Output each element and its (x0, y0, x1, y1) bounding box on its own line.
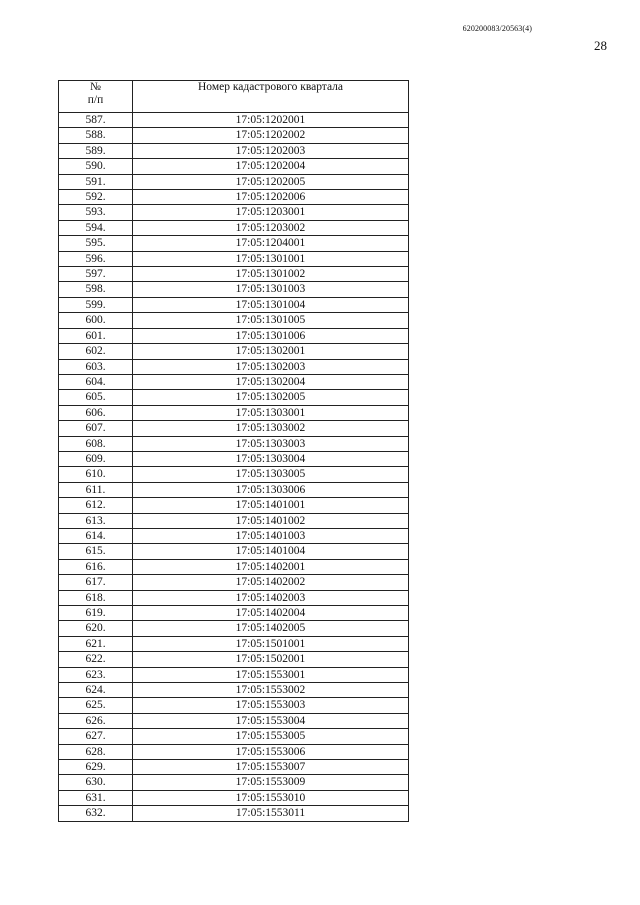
cadastral-code-cell: 17:05:1402002 (133, 575, 409, 590)
table-row (59, 790, 409, 805)
table-row (59, 328, 409, 343)
cadastral-code-cell: 17:05:1402004 (133, 606, 409, 621)
row-number-cell: 606. (59, 405, 133, 420)
table-row (59, 267, 409, 282)
cadastral-code-cell: 17:05:1553003 (133, 698, 409, 713)
row-number-cell: 627. (59, 729, 133, 744)
column-header-cadastral-code: Номер кадастрового квартала (133, 81, 409, 113)
row-number-cell: 611. (59, 482, 133, 497)
cadastral-code-cell: 17:05:1302005 (133, 390, 409, 405)
table-row (59, 282, 409, 297)
table-row (59, 421, 409, 436)
table-row (59, 128, 409, 143)
cadastral-code-cell: 17:05:1202004 (133, 159, 409, 174)
cadastral-code-cell: 17:05:1553001 (133, 667, 409, 682)
table-row (59, 621, 409, 636)
cadastral-code-cell: 17:05:1301001 (133, 251, 409, 266)
page-number: 28 (594, 38, 607, 53)
cadastral-code-cell: 17:05:1401002 (133, 513, 409, 528)
row-number-cell: 621. (59, 636, 133, 651)
cadastral-code-cell: 17:05:1301002 (133, 267, 409, 282)
table-row (59, 451, 409, 466)
row-number-cell: 605. (59, 390, 133, 405)
row-number-cell: 617. (59, 575, 133, 590)
cadastral-code-cell: 17:05:1553006 (133, 744, 409, 759)
table-row (59, 297, 409, 312)
row-number-cell: 600. (59, 313, 133, 328)
table-row (59, 636, 409, 651)
table-row (59, 528, 409, 543)
cadastral-code-cell: 17:05:1553011 (133, 806, 409, 821)
row-number-cell: 597. (59, 267, 133, 282)
cadastral-code-cell: 17:05:1303001 (133, 405, 409, 420)
table-row (59, 698, 409, 713)
table-row (59, 251, 409, 266)
cadastral-code-cell: 17:05:1203002 (133, 220, 409, 235)
cadastral-code-cell: 17:05:1402003 (133, 590, 409, 605)
cadastral-code-cell: 17:05:1301003 (133, 282, 409, 297)
row-number-cell: 615. (59, 544, 133, 559)
table-row (59, 374, 409, 389)
table-row (59, 559, 409, 574)
row-number-cell: 620. (59, 621, 133, 636)
cadastral-code-cell: 17:05:1553002 (133, 683, 409, 698)
table-row (59, 683, 409, 698)
row-number-cell: 619. (59, 606, 133, 621)
cadastral-code-cell: 17:05:1303004 (133, 451, 409, 466)
cadastral-code-cell: 17:05:1202006 (133, 190, 409, 205)
cadastral-code-cell: 17:05:1402005 (133, 621, 409, 636)
table-row (59, 344, 409, 359)
row-number-cell: 616. (59, 559, 133, 574)
cadastral-code-cell: 17:05:1202001 (133, 113, 409, 128)
row-number-cell: 613. (59, 513, 133, 528)
row-number-cell: 631. (59, 790, 133, 805)
row-number-cell: 628. (59, 744, 133, 759)
row-number-cell: 629. (59, 760, 133, 775)
table-row (59, 652, 409, 667)
table-body (59, 113, 409, 822)
table-row (59, 174, 409, 189)
row-number-cell: 592. (59, 190, 133, 205)
row-number-cell: 632. (59, 806, 133, 821)
row-number-cell: 618. (59, 590, 133, 605)
table-row (59, 775, 409, 790)
row-number-cell: 601. (59, 328, 133, 343)
cadastral-code-cell: 17:05:1402001 (133, 559, 409, 574)
row-number-cell: 612. (59, 498, 133, 513)
cadastral-code-cell: 17:05:1553007 (133, 760, 409, 775)
row-number-cell: 602. (59, 344, 133, 359)
cadastral-code-cell: 17:05:1202003 (133, 143, 409, 158)
table-row (59, 190, 409, 205)
row-number-cell: 623. (59, 667, 133, 682)
cadastral-code-cell: 17:05:1553004 (133, 713, 409, 728)
table-row (59, 205, 409, 220)
row-number-cell: 596. (59, 251, 133, 266)
row-number-cell: 625. (59, 698, 133, 713)
cadastral-code-cell: 17:05:1303005 (133, 467, 409, 482)
row-number-cell: 599. (59, 297, 133, 312)
table-row (59, 313, 409, 328)
table-row (59, 667, 409, 682)
cadastral-code-cell: 17:05:1553010 (133, 790, 409, 805)
table-row (59, 113, 409, 128)
cadastral-code-cell: 17:05:1203001 (133, 205, 409, 220)
cadastral-code-cell: 17:05:1204001 (133, 236, 409, 251)
cadastral-code-cell: 17:05:1401004 (133, 544, 409, 559)
column-header-number-symbol: № (90, 81, 101, 93)
cadastral-code-cell: 17:05:1401001 (133, 498, 409, 513)
row-number-cell: 609. (59, 451, 133, 466)
cadastral-code-cell: 17:05:1301006 (133, 328, 409, 343)
row-number-cell: 590. (59, 159, 133, 174)
table-row (59, 390, 409, 405)
cadastral-code-cell: 17:05:1202005 (133, 174, 409, 189)
row-number-cell: 589. (59, 143, 133, 158)
cadastral-code-cell: 17:05:1553009 (133, 775, 409, 790)
cadastral-code-cell: 17:05:1502001 (133, 652, 409, 667)
row-number-cell: 587. (59, 113, 133, 128)
table-row (59, 498, 409, 513)
table-row (59, 236, 409, 251)
table-row (59, 713, 409, 728)
cadastral-code-cell: 17:05:1501001 (133, 636, 409, 651)
cadastral-code-cell: 17:05:1303003 (133, 436, 409, 451)
document-code: 620200083/20563(4) (462, 24, 532, 33)
table-row (59, 729, 409, 744)
row-number-cell: 603. (59, 359, 133, 374)
cadastral-quarters-table (58, 80, 409, 822)
column-header-number-abbr: п/п (87, 94, 104, 106)
cadastral-code-cell: 17:05:1301005 (133, 313, 409, 328)
cadastral-code-cell: 17:05:1302003 (133, 359, 409, 374)
cadastral-code-cell: 17:05:1301004 (133, 297, 409, 312)
row-number-cell: 595. (59, 236, 133, 251)
cadastral-code-cell: 17:05:1303002 (133, 421, 409, 436)
table-row (59, 467, 409, 482)
cadastral-code-cell: 17:05:1553005 (133, 729, 409, 744)
row-number-cell: 626. (59, 713, 133, 728)
table-row (59, 575, 409, 590)
table-row (59, 159, 409, 174)
row-number-cell: 604. (59, 374, 133, 389)
row-number-cell: 624. (59, 683, 133, 698)
table-row (59, 606, 409, 621)
table-row (59, 806, 409, 821)
table-row (59, 482, 409, 497)
table-row (59, 590, 409, 605)
row-number-cell: 588. (59, 128, 133, 143)
row-number-cell: 607. (59, 421, 133, 436)
table-row (59, 513, 409, 528)
cadastral-code-cell: 17:05:1303006 (133, 482, 409, 497)
cadastral-code-cell: 17:05:1302004 (133, 374, 409, 389)
row-number-cell: 594. (59, 220, 133, 235)
table-row (59, 143, 409, 158)
row-number-cell: 598. (59, 282, 133, 297)
table-row (59, 405, 409, 420)
table-row (59, 744, 409, 759)
table-row (59, 220, 409, 235)
cadastral-code-cell: 17:05:1401003 (133, 528, 409, 543)
column-header-number (59, 81, 133, 113)
table-row (59, 544, 409, 559)
cadastral-code-cell: 17:05:1202002 (133, 128, 409, 143)
cadastral-code-cell: 17:05:1302001 (133, 344, 409, 359)
table-row (59, 436, 409, 451)
table-row (59, 760, 409, 775)
row-number-cell: 610. (59, 467, 133, 482)
row-number-cell: 630. (59, 775, 133, 790)
row-number-cell: 591. (59, 174, 133, 189)
row-number-cell: 593. (59, 205, 133, 220)
row-number-cell: 614. (59, 528, 133, 543)
cadastral-table-container (58, 80, 408, 822)
table-header-row (59, 81, 409, 113)
table-row (59, 359, 409, 374)
row-number-cell: 608. (59, 436, 133, 451)
row-number-cell: 622. (59, 652, 133, 667)
